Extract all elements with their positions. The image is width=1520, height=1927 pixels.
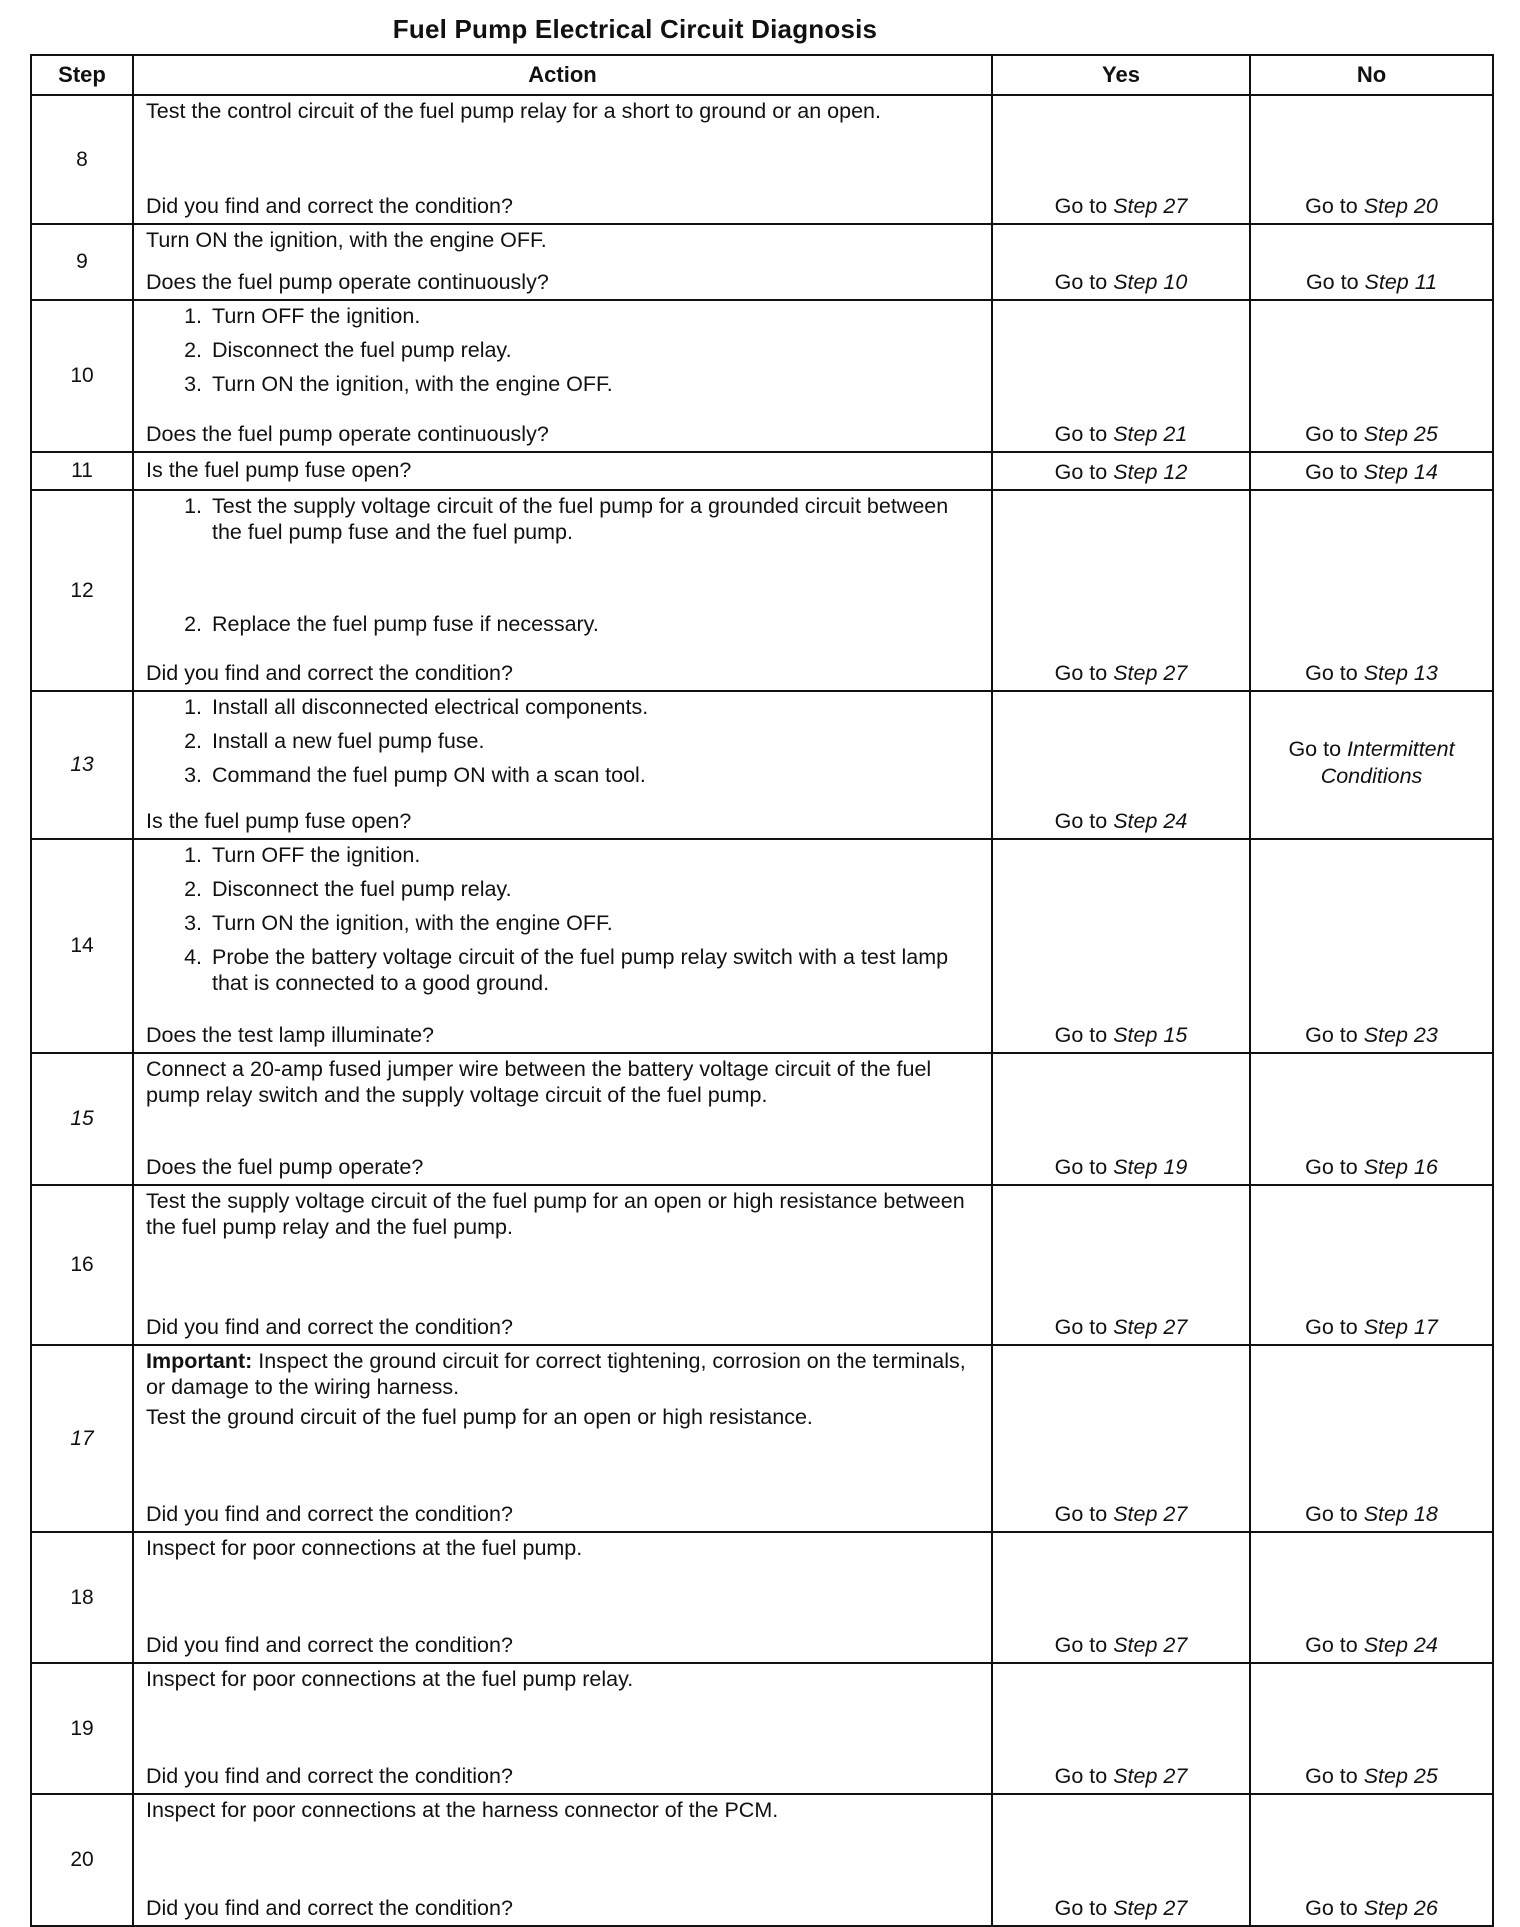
action-text: Connect a 20-amp fused jumper wire between the battery voltage circuit of the fuel pump relay switch and the supply voltage circuit of the fuel pump. <box>146 1057 932 1107</box>
action-cell <box>133 224 992 300</box>
no-cell <box>1250 300 1493 452</box>
goto-label: Go to <box>1054 1315 1108 1339</box>
yes-step-ref: Step 19 <box>1113 1155 1188 1179</box>
column-header-action: Action <box>133 55 992 95</box>
goto-label: Go to <box>1054 1023 1108 1047</box>
table-row <box>31 1663 1493 1794</box>
yes-cell <box>992 300 1250 452</box>
table-row <box>31 1794 1493 1926</box>
step-number: 11 <box>31 452 133 490</box>
table-row <box>31 1532 1493 1663</box>
step-number: 17 <box>31 1345 133 1532</box>
goto-label: Go to <box>1305 661 1358 685</box>
yes-step-ref: Step 10 <box>1113 270 1188 294</box>
yes-cell <box>992 1663 1250 1794</box>
table-row <box>31 452 1493 490</box>
no-step-ref: Step 25 <box>1363 422 1438 446</box>
goto-label: Go to <box>1288 737 1342 761</box>
action-cell <box>133 839 992 1053</box>
action-step-item: 3. Turn ON the ignition, with the engine OFF. <box>208 910 981 936</box>
goto-label: Go to <box>1054 460 1108 484</box>
no-step-ref: Step 23 <box>1363 1023 1438 1047</box>
table-row <box>31 1185 1493 1345</box>
action-question: Does the fuel pump operate? <box>146 1155 424 1179</box>
action-step-item: 1. Install all disconnected electrical components. <box>208 694 981 720</box>
action-question: Did you find and correct the condition? <box>146 1315 513 1339</box>
step-number: 14 <box>31 839 133 1053</box>
no-step-ref: Step 24 <box>1363 1633 1438 1657</box>
action-cell <box>133 452 992 490</box>
action-step-item: 2. Disconnect the fuel pump relay. <box>208 876 981 902</box>
table-header-row <box>31 55 1493 95</box>
step-number: 9 <box>31 224 133 300</box>
action-cell <box>133 1794 992 1926</box>
no-cell <box>1250 95 1493 224</box>
no-step-ref: Step 20 <box>1363 194 1438 218</box>
table-row <box>31 490 1493 691</box>
column-header-yes: Yes <box>992 55 1250 95</box>
goto-label: Go to <box>1054 270 1108 294</box>
step-number: 20 <box>31 1794 133 1926</box>
action-text: Test the ground circuit of the fuel pump for an open or high resistance. <box>146 1405 813 1429</box>
goto-label: Go to <box>1054 1896 1108 1920</box>
action-question: Did you find and correct the condition? <box>146 194 513 218</box>
yes-step-ref: Step 27 <box>1113 661 1188 685</box>
goto-label: Go to <box>1305 1502 1358 1526</box>
yes-step-ref: Step 27 <box>1113 1896 1188 1920</box>
action-text: Inspect for poor connections at the fuel pump. <box>146 1536 583 1560</box>
action-cell <box>133 300 992 452</box>
no-cell <box>1250 691 1493 839</box>
yes-step-ref: Step 12 <box>1113 460 1188 484</box>
action-steps-list <box>146 694 981 788</box>
yes-step-ref: Step 21 <box>1113 422 1188 446</box>
action-step-item: 1. Turn OFF the ignition. <box>208 842 981 868</box>
no-step-ref: Step 11 <box>1364 270 1438 294</box>
action-cell <box>133 1053 992 1185</box>
step-number: 15 <box>31 1053 133 1185</box>
goto-label: Go to <box>1054 1502 1108 1526</box>
goto-label: Go to <box>1305 1764 1358 1788</box>
action-step-item: 2. Install a new fuel pump fuse. <box>208 728 981 754</box>
yes-step-ref: Step 24 <box>1113 809 1188 833</box>
action-text: Turn ON the ignition, with the engine OFF. <box>146 228 547 252</box>
action-cell <box>133 1345 992 1532</box>
no-step-ref: Step 18 <box>1363 1502 1438 1526</box>
action-steps-list <box>146 842 981 996</box>
action-cell <box>133 1532 992 1663</box>
important-text: Inspect the ground circuit for correct tightening, corrosion on the terminals, or damage to the wiring harness. <box>146 1349 966 1399</box>
yes-cell <box>992 490 1250 691</box>
yes-step-ref: Step 27 <box>1113 1502 1188 1526</box>
step-number: 19 <box>31 1663 133 1794</box>
action-step-item: 3. Turn ON the ignition, with the engine OFF. <box>208 371 981 397</box>
goto-label: Go to <box>1305 1315 1358 1339</box>
goto-label: Go to <box>1054 422 1108 446</box>
yes-cell <box>992 1053 1250 1185</box>
yes-step-ref: Step 27 <box>1113 1633 1188 1657</box>
table-row <box>31 1345 1493 1532</box>
yes-cell <box>992 1345 1250 1532</box>
step-number: 18 <box>31 1532 133 1663</box>
goto-label: Go to <box>1305 460 1358 484</box>
action-step-item: 1. Test the supply voltage circuit of the fuel pump for a grounded circuit between the fuel pump fuse and the fuel pump. <box>208 493 981 545</box>
table-row <box>31 224 1493 300</box>
goto-label: Go to <box>1054 194 1108 218</box>
goto-label: Go to <box>1305 194 1358 218</box>
goto-label: Go to <box>1054 1155 1108 1179</box>
goto-label: Go to <box>1305 422 1358 446</box>
action-question: Did you find and correct the condition? <box>146 1502 513 1526</box>
page-title: Fuel Pump Electrical Circuit Diagnosis <box>392 14 878 44</box>
step-number: 16 <box>31 1185 133 1345</box>
yes-step-ref: Step 15 <box>1113 1023 1188 1047</box>
column-header-no: No <box>1250 55 1493 95</box>
action-question: Did you find and correct the condition? <box>146 1896 513 1920</box>
yes-step-ref: Step 27 <box>1113 1315 1188 1339</box>
no-cell <box>1250 1663 1493 1794</box>
action-step-item: 3. Command the fuel pump ON with a scan tool. <box>208 762 981 788</box>
yes-cell <box>992 1532 1250 1663</box>
action-step-item: 2. Replace the fuel pump fuse if necessary. <box>208 611 981 637</box>
action-question: Is the fuel pump fuse open? <box>146 458 412 482</box>
action-question: Did you find and correct the condition? <box>146 661 513 685</box>
no-step-ref: Step 26 <box>1363 1896 1438 1920</box>
table-row <box>31 691 1493 839</box>
no-step-ref: Intermittent Conditions <box>1320 737 1455 788</box>
table-row <box>31 300 1493 452</box>
step-number: 10 <box>31 300 133 452</box>
yes-cell <box>992 1794 1250 1926</box>
important-label: Important: <box>146 1349 253 1373</box>
action-question: Does the test lamp illuminate? <box>146 1023 435 1047</box>
step-number: 8 <box>31 95 133 224</box>
no-step-ref: Step 14 <box>1363 460 1438 484</box>
step-number: 12 <box>31 490 133 691</box>
important-note <box>146 1348 981 1400</box>
yes-cell <box>992 691 1250 839</box>
goto-label: Go to <box>1305 1155 1358 1179</box>
table-row <box>31 839 1493 1053</box>
action-question: Did you find and correct the condition? <box>146 1633 513 1657</box>
action-cell <box>133 95 992 224</box>
yes-step-ref: Step 27 <box>1113 1764 1188 1788</box>
no-cell <box>1250 1794 1493 1926</box>
no-step-ref: Step 13 <box>1363 661 1438 685</box>
action-text: Test the control circuit of the fuel pump relay for a short to ground or an open. <box>146 99 881 123</box>
action-question: Does the fuel pump operate continuously? <box>146 422 549 446</box>
goto-label: Go to <box>1305 1633 1358 1657</box>
no-cell <box>1250 490 1493 691</box>
goto-label: Go to <box>1054 809 1108 833</box>
action-text: Inspect for poor connections at the harness connector of the PCM. <box>146 1798 779 1822</box>
no-step-ref: Step 17 <box>1363 1315 1438 1339</box>
yes-cell <box>992 452 1250 490</box>
yes-cell <box>992 224 1250 300</box>
action-text: Inspect for poor connections at the fuel pump relay. <box>146 1667 634 1691</box>
no-step-ref: Step 25 <box>1363 1764 1438 1788</box>
action-steps-list <box>146 303 981 397</box>
no-cell <box>1250 839 1493 1053</box>
action-question: Is the fuel pump fuse open? <box>146 809 412 833</box>
goto-label: Go to <box>1054 661 1108 685</box>
yes-cell <box>992 1185 1250 1345</box>
no-cell <box>1250 1345 1493 1532</box>
goto-label: Go to <box>1305 1896 1358 1920</box>
action-text: Test the supply voltage circuit of the fuel pump for an open or high resistance between the fuel pump relay and the fuel pump. <box>146 1189 965 1239</box>
step-number: 13 <box>31 691 133 839</box>
action-question: Does the fuel pump operate continuously? <box>146 270 549 294</box>
no-cell <box>1250 224 1493 300</box>
action-cell <box>133 1185 992 1345</box>
no-cell <box>1250 1053 1493 1185</box>
diagnosis-table <box>30 54 1494 1927</box>
action-step-item: 1. Turn OFF the ignition. <box>208 303 981 329</box>
goto-label: Go to <box>1305 270 1359 294</box>
yes-step-ref: Step 27 <box>1113 194 1188 218</box>
goto-label: Go to <box>1305 1023 1358 1047</box>
no-cell <box>1250 1532 1493 1663</box>
action-question: Did you find and correct the condition? <box>146 1764 513 1788</box>
action-cell <box>133 490 992 691</box>
no-step-ref: Step 16 <box>1363 1155 1438 1179</box>
table-row <box>31 95 1493 224</box>
action-step-item: 4. Probe the battery voltage circuit of the fuel pump relay switch with a test lamp that is connected to a good ground. <box>208 944 981 996</box>
yes-cell <box>992 95 1250 224</box>
table-row <box>31 1053 1493 1185</box>
no-cell <box>1250 452 1493 490</box>
yes-cell <box>992 839 1250 1053</box>
action-steps-list <box>146 493 981 637</box>
column-header-step: Step <box>31 55 133 95</box>
action-step-item: 2. Disconnect the fuel pump relay. <box>208 337 981 363</box>
action-cell <box>133 1663 992 1794</box>
goto-label: Go to <box>1054 1633 1108 1657</box>
action-cell <box>133 691 992 839</box>
no-cell <box>1250 1185 1493 1345</box>
goto-label: Go to <box>1054 1764 1108 1788</box>
